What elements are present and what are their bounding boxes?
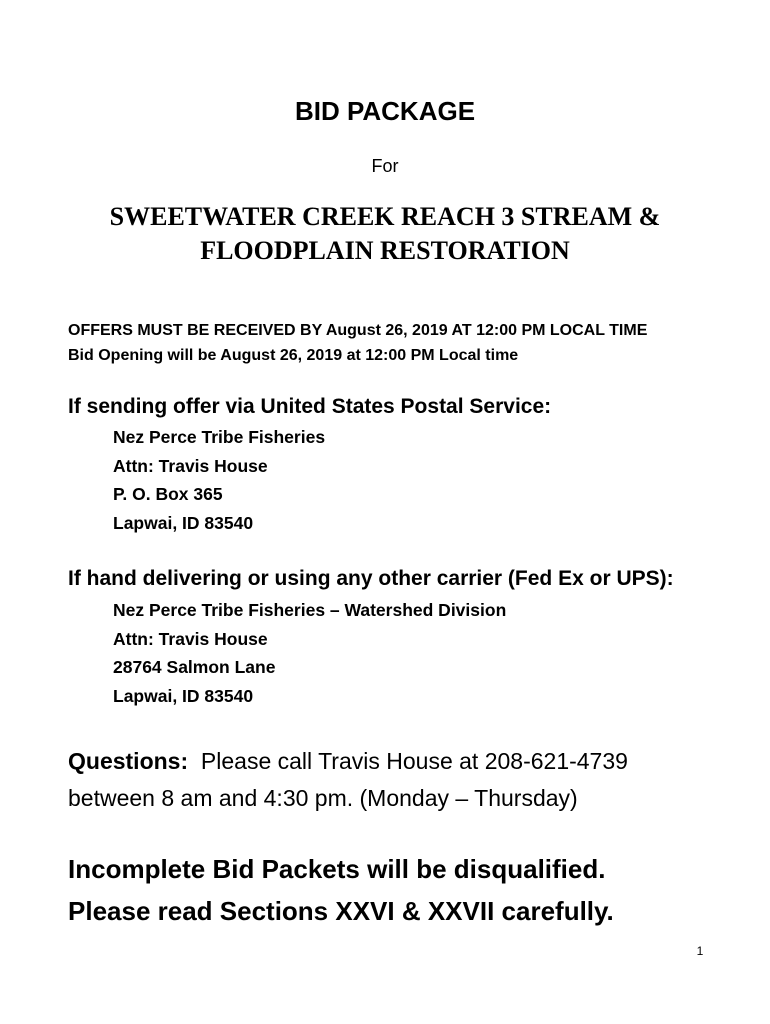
questions-text-2: between 8 am and 4:30 pm. (Monday – Thursday)	[68, 785, 578, 811]
bid-opening: Bid Opening will be August 26, 2019 at 12:00 PM Local time	[68, 347, 519, 364]
deadline-block	[68, 318, 748, 368]
project-title	[0, 200, 770, 268]
postal-address-line: Attn: Travis House	[113, 455, 268, 476]
hand-address-line: Lapwai, ID 83540	[113, 685, 254, 706]
hand-address-line: 28764 Salmon Lane	[113, 657, 276, 677]
for-label: For	[371, 156, 399, 176]
page-number: 1	[696, 944, 704, 958]
project-title-line-2: FLOODPLAIN RESTORATION	[200, 236, 570, 265]
hand-delivery-address	[113, 596, 733, 710]
project-title-line-1: SWEETWATER CREEK REACH 3 STREAM &	[109, 202, 661, 231]
disqualification-warning	[68, 848, 758, 932]
postal-heading: If sending offer via United States Postal Service:	[68, 395, 552, 418]
questions-line-1	[68, 743, 748, 780]
hand-address-line: Attn: Travis House	[113, 628, 268, 649]
questions-block	[68, 743, 748, 817]
questions-label: Questions:	[68, 748, 189, 774]
hand-delivery-heading: If hand delivering or using any other carrier (Fed Ex or UPS):	[68, 567, 674, 590]
postal-address-line: P. O. Box 365	[113, 484, 223, 504]
warning-line-2: Please read Sections XXVI & XXVII carefully.	[68, 896, 614, 926]
questions-text-1: Please call Travis House at 208-621-4739	[188, 748, 628, 774]
document-title: BID PACKAGE	[294, 96, 476, 126]
postal-address-line: Nez Perce Tribe Fisheries	[113, 427, 326, 447]
postal-address	[113, 423, 733, 537]
hand-address-line: Nez Perce Tribe Fisheries – Watershed Division	[113, 600, 507, 620]
postal-address-line: Lapwai, ID 83540	[113, 512, 254, 533]
offers-deadline: OFFERS MUST BE RECEIVED BY August 26, 2019 AT 12:00 PM LOCAL TIME	[68, 322, 648, 339]
warning-line-1: Incomplete Bid Packets will be disqualified.	[68, 854, 606, 884]
